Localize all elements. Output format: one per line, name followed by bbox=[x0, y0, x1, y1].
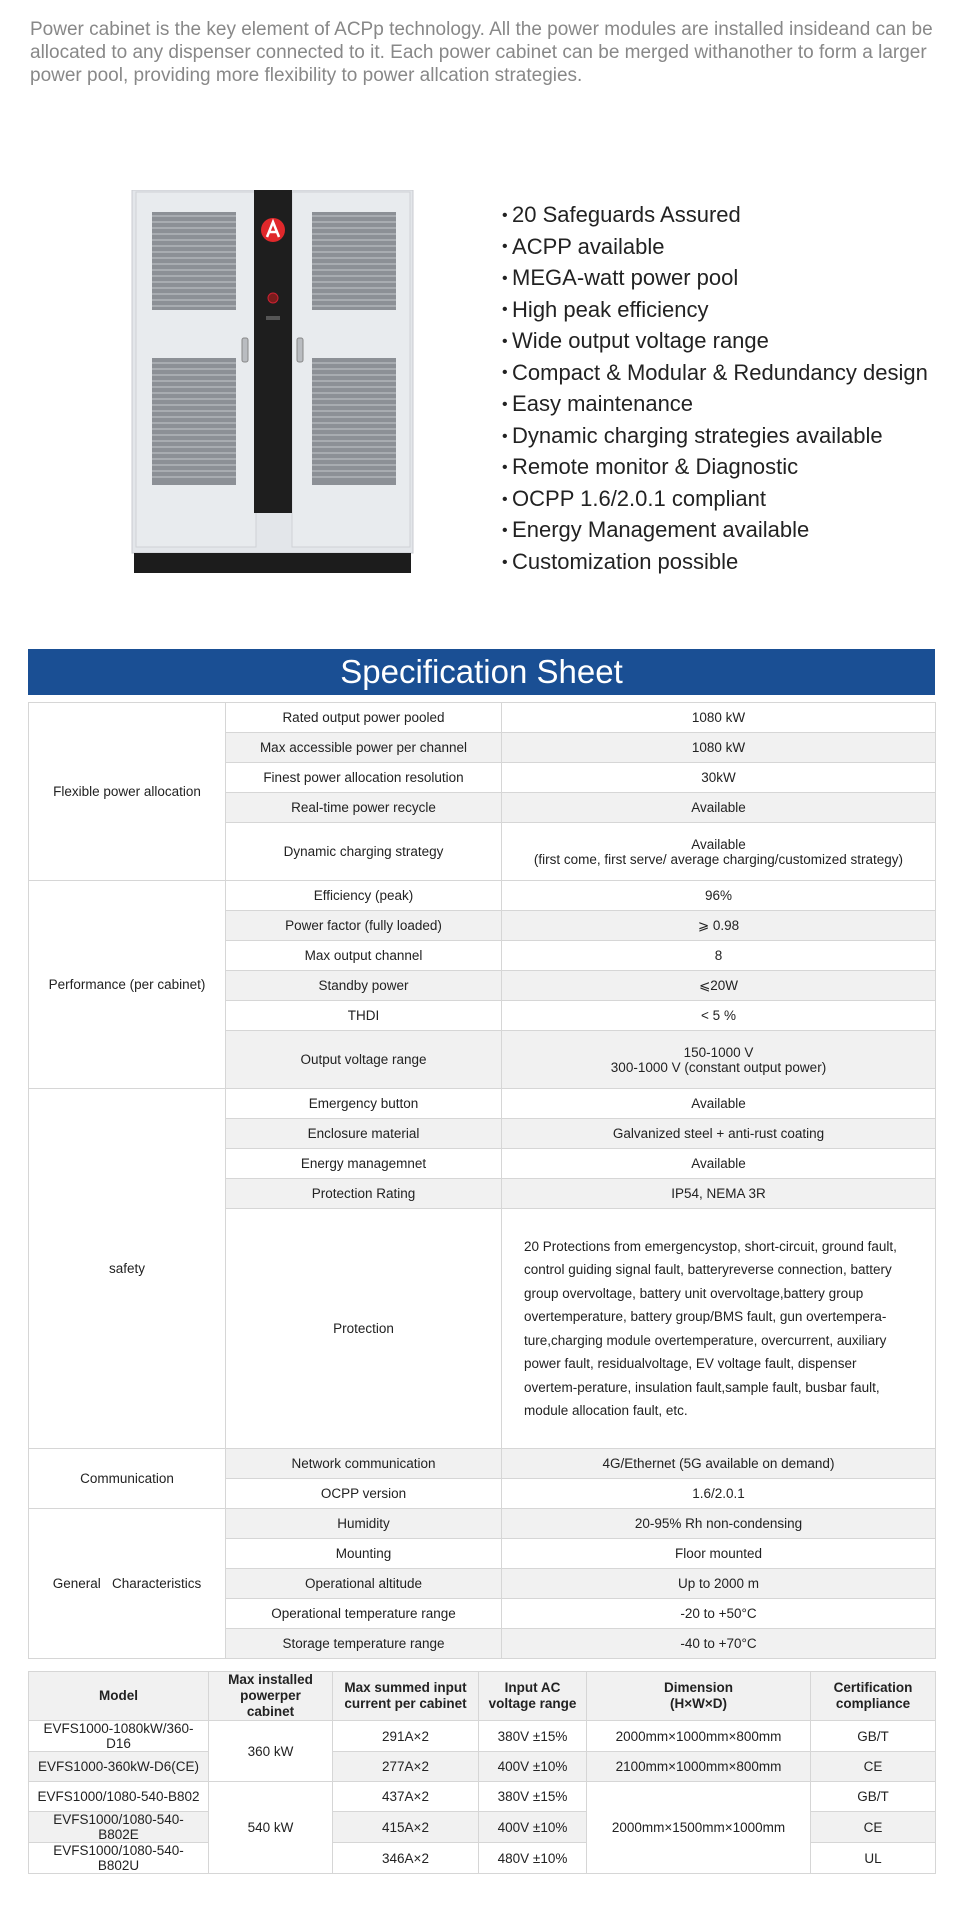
feature-item: • Dynamic charging strategies available bbox=[502, 421, 928, 453]
spec-item: Operational altitude bbox=[226, 1569, 502, 1599]
model-header: Max installed powerper cabinet bbox=[209, 1672, 333, 1721]
model-name: EVFS1000/1080-540-B802 bbox=[29, 1782, 209, 1812]
vent-grille-bl bbox=[152, 358, 236, 485]
spec-item: Max output channel bbox=[226, 941, 502, 971]
spec-value: 4G/Ethernet (5G available on demand) bbox=[502, 1449, 936, 1479]
spec-item: Finest power allocation resolution bbox=[226, 763, 502, 793]
spec-group-label: Performance (per cabinet) bbox=[29, 881, 226, 1089]
feature-item: • MEGA-watt power pool bbox=[502, 263, 928, 295]
model-table bbox=[28, 1671, 936, 1874]
protection-list: 20 Protections from emergencystop, short-circuit, ground fault, control guiding signal fault, batteryreverse connection, battery group overvoltage, battery unit overvoltage,battery group overtemperature, battery group/BMS fault, gun overtempera-ture,charging module overtemperature, overcurrent, auxiliary power fault, residualvoltage, EV voltage fault, dispenser overtem-perature, insulation fault,sample fault, busbar fault, module allocation fault, etc. bbox=[502, 1209, 936, 1449]
model-row bbox=[29, 1721, 936, 1752]
emergency-button-icon bbox=[268, 293, 278, 303]
feature-list bbox=[502, 200, 928, 578]
spec-group-label: safety bbox=[29, 1089, 226, 1449]
spec-value: 96% bbox=[502, 881, 936, 911]
spec-group-label: Flexible power allocation bbox=[29, 703, 226, 881]
spec-value: Available (first come, first serve/ average charging/customized strategy) bbox=[502, 823, 936, 881]
model-cert: CE bbox=[811, 1752, 936, 1782]
model-cert: GB/T bbox=[811, 1721, 936, 1752]
spec-value: IP54, NEMA 3R bbox=[502, 1179, 936, 1209]
spec-item: Output voltage range bbox=[226, 1031, 502, 1089]
spec-value: < 5 % bbox=[502, 1001, 936, 1031]
model-cert: GB/T bbox=[811, 1782, 936, 1812]
spec-item: Efficiency (peak) bbox=[226, 881, 502, 911]
model-header: Max summed input current per cabinet bbox=[333, 1672, 479, 1721]
spec-item: THDI bbox=[226, 1001, 502, 1031]
model-dimension: 2100mm×1000mm×800mm bbox=[587, 1752, 811, 1782]
spec-item: Operational temperature range bbox=[226, 1599, 502, 1629]
feature-item: • 20 Safeguards Assured bbox=[502, 200, 928, 232]
model-current: 437A×2 bbox=[333, 1782, 479, 1812]
intro-paragraph: Power cabinet is the key element of ACPp technology. All the power modules are installed insideand can be allocated to any dispenser connected to it. Each power cabinet can be merged withanother to form a larger power pool, providing more flexibility to power allcation strategies. bbox=[30, 19, 933, 86]
door-handle-right bbox=[297, 338, 303, 362]
spec-value: Galvanized steel + anti-rust coating bbox=[502, 1119, 936, 1149]
spec-value: 8 bbox=[502, 941, 936, 971]
spec-item: Protection Rating bbox=[226, 1179, 502, 1209]
spec-value: 1.6/2.0.1 bbox=[502, 1479, 936, 1509]
feature-item: • OCPP 1.6/2.0.1 compliant bbox=[502, 484, 928, 516]
model-cert: CE bbox=[811, 1812, 936, 1843]
spec-value: 1080 kW bbox=[502, 703, 936, 733]
feature-item: • Remote monitor & Diagnostic bbox=[502, 452, 928, 484]
feature-item: • High peak efficiency bbox=[502, 295, 928, 327]
model-header: Input AC voltage range bbox=[479, 1672, 587, 1721]
model-power: 540 kW bbox=[209, 1782, 333, 1874]
vent-grille-tl bbox=[152, 212, 236, 310]
model-header: Certification compliance bbox=[811, 1672, 936, 1721]
model-power: 360 kW bbox=[209, 1721, 333, 1782]
model-voltage: 380V ±15% bbox=[479, 1782, 587, 1812]
spec-sheet-banner: Specification Sheet bbox=[28, 649, 935, 695]
model-dimension: 2000mm×1500mm×1000mm bbox=[587, 1782, 811, 1874]
model-current: 415A×2 bbox=[333, 1812, 479, 1843]
spec-value: Up to 2000 m bbox=[502, 1569, 936, 1599]
spec-value: ⩾ 0.98 bbox=[502, 911, 936, 941]
spec-item: OCPP version bbox=[226, 1479, 502, 1509]
spec-item: Power factor (fully loaded) bbox=[226, 911, 502, 941]
spec-item: Dynamic charging strategy bbox=[226, 823, 502, 881]
spec-item: Emergency button bbox=[226, 1089, 502, 1119]
power-cabinet-image bbox=[130, 190, 415, 575]
model-row bbox=[29, 1782, 936, 1812]
model-dimension: 2000mm×1000mm×800mm bbox=[587, 1721, 811, 1752]
model-voltage: 480V ±10% bbox=[479, 1843, 587, 1874]
feature-item: • ACPP available bbox=[502, 232, 928, 264]
model-name: EVFS1000-360kW-D6(CE) bbox=[29, 1752, 209, 1782]
feature-item: • Wide output voltage range bbox=[502, 326, 928, 358]
spec-item: Real-time power recycle bbox=[226, 793, 502, 823]
spec-value: ⩽20W bbox=[502, 971, 936, 1001]
model-row bbox=[29, 1752, 936, 1782]
door-handle-left bbox=[242, 338, 248, 362]
spec-value: 1080 kW bbox=[502, 733, 936, 763]
spec-value: 150-1000 V 300-1000 V (constant output power) bbox=[502, 1031, 936, 1089]
model-voltage: 400V ±10% bbox=[479, 1752, 587, 1782]
model-current: 291A×2 bbox=[333, 1721, 479, 1752]
spec-item: Enclosure material bbox=[226, 1119, 502, 1149]
vent-grille-tr bbox=[312, 212, 396, 310]
spec-item: Max accessible power per channel bbox=[226, 733, 502, 763]
spec-item: Protection bbox=[226, 1209, 502, 1449]
feature-item: • Energy Management available bbox=[502, 515, 928, 547]
spec-value: 20-95% Rh non-condensing bbox=[502, 1509, 936, 1539]
model-name: EVFS1000/1080-540-B802U bbox=[29, 1843, 209, 1874]
spec-item: Humidity bbox=[226, 1509, 502, 1539]
model-current: 346A×2 bbox=[333, 1843, 479, 1874]
model-header: Model bbox=[29, 1672, 209, 1721]
spec-item: Energy managemnet bbox=[226, 1149, 502, 1179]
spec-table bbox=[28, 702, 936, 1659]
spec-value: Available bbox=[502, 1089, 936, 1119]
spec-item: Rated output power pooled bbox=[226, 703, 502, 733]
model-header: Dimension (H×W×D) bbox=[587, 1672, 811, 1721]
spec-item: Mounting bbox=[226, 1539, 502, 1569]
spec-item: Standby power bbox=[226, 971, 502, 1001]
feature-item: • Customization possible bbox=[502, 547, 928, 579]
model-name: EVFS1000-1080kW/360-D16 bbox=[29, 1721, 209, 1752]
model-cert: UL bbox=[811, 1843, 936, 1874]
spec-value: 30kW bbox=[502, 763, 936, 793]
spec-value: Available bbox=[502, 1149, 936, 1179]
spec-item: Storage temperature range bbox=[226, 1629, 502, 1659]
model-voltage: 380V ±15% bbox=[479, 1721, 587, 1752]
model-voltage: 400V ±10% bbox=[479, 1812, 587, 1843]
spec-value: -40 to +70°C bbox=[502, 1629, 936, 1659]
spec-value: -20 to +50°C bbox=[502, 1599, 936, 1629]
vent-grille-br bbox=[312, 358, 396, 485]
model-name: EVFS1000/1080-540-B802E bbox=[29, 1812, 209, 1843]
feature-item: • Easy maintenance bbox=[502, 389, 928, 421]
spec-group-label: Communication bbox=[29, 1449, 226, 1509]
feature-item: • Compact & Modular & Redundancy design bbox=[502, 358, 928, 390]
spec-item: Network communication bbox=[226, 1449, 502, 1479]
spec-value: Available bbox=[502, 793, 936, 823]
spec-group-label: General Characteristics bbox=[29, 1509, 226, 1659]
model-current: 277A×2 bbox=[333, 1752, 479, 1782]
spec-value: Floor mounted bbox=[502, 1539, 936, 1569]
